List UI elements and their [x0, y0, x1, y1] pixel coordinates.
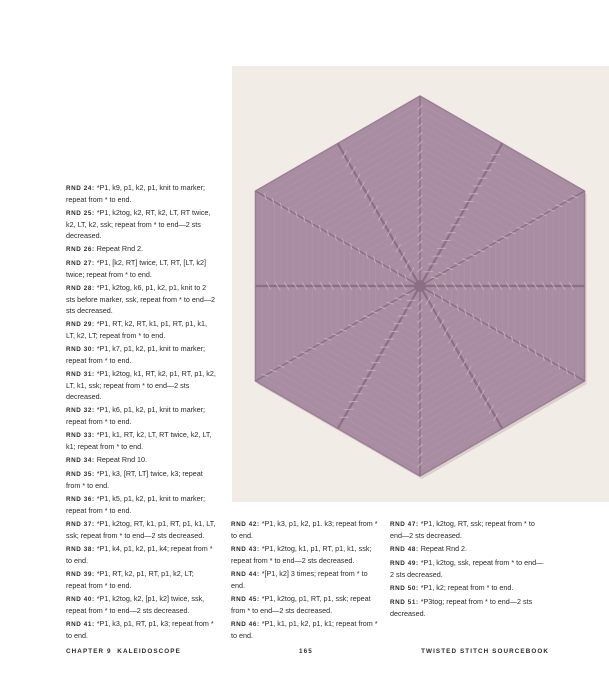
round-text: *P1, k4, p1, k2, p1, k4; repeat from * to end. — [66, 544, 213, 565]
swatch-photo — [232, 66, 609, 502]
round-instruction — [66, 243, 216, 255]
round-label: RND 27: — [66, 260, 95, 267]
footer-chapter — [66, 648, 181, 655]
round-text: *P1, k3, p1, k2, p1. k3; repeat from * to end. — [231, 519, 378, 540]
round-instruction — [66, 468, 216, 491]
round-text: *P3tog; repeat from * to end—2 sts decreased. — [390, 597, 533, 618]
round-label: RND 50: — [390, 585, 419, 592]
round-text: *P1, k2tog, k6, p1, k2, p1, knit to 2 sts before marker, ssk, repeat from * to end—2 sts decreased. — [66, 283, 216, 315]
round-label: RND 43: — [231, 546, 260, 553]
round-instruction — [66, 429, 216, 452]
round-label: RND 39: — [66, 571, 95, 578]
round-label: RND 42: — [231, 521, 260, 528]
round-label: RND 44: — [231, 571, 260, 578]
round-label: RND 36: — [66, 496, 95, 503]
swatch-center — [414, 280, 426, 292]
round-label: RND 29: — [66, 321, 95, 328]
round-instruction — [231, 543, 383, 566]
round-text: *P1, k2; repeat from * to end. — [420, 583, 514, 592]
round-instruction — [390, 582, 546, 594]
instructions-column-left — [66, 182, 216, 643]
book-title: TWISTED STITCH SOURCEBOOK — [421, 648, 549, 655]
round-label: RND 26: — [66, 246, 95, 253]
round-text: *P1, k2tog, RT, k1, p1, RT, p1, k1, LT, ssk; repeat from * to end—2 sts decreased. — [66, 519, 216, 540]
round-label: RND 40: — [66, 596, 95, 603]
round-text: *P1, [k2, RT] twice, LT, RT, [LT, k2] twice; repeat from * to end. — [66, 258, 207, 279]
round-instruction — [390, 596, 546, 619]
round-instruction — [390, 518, 546, 541]
round-text: *P1, RT, k2, RT, k1, p1, RT, p1, k1, LT, k2, LT; repeat from * to end. — [66, 319, 207, 340]
round-instruction — [390, 557, 546, 580]
round-text: *P1, k9, p1, k2, p1, knit to marker; repeat from * to end. — [66, 183, 205, 204]
round-instruction — [390, 543, 546, 555]
round-instruction — [231, 568, 383, 591]
round-label: RND 30: — [66, 346, 95, 353]
round-instruction — [66, 493, 216, 516]
round-label: RND 38: — [66, 546, 95, 553]
round-text: *P1, RT, k2, p1, RT, p1, k2, LT; repeat from * to end. — [66, 569, 194, 590]
round-instruction — [66, 518, 216, 541]
round-label: RND 41: — [66, 621, 95, 628]
round-instruction — [66, 454, 216, 466]
round-instruction — [66, 257, 216, 280]
round-instruction — [66, 343, 216, 366]
round-instruction — [66, 318, 216, 341]
round-text: *P1, k2tog, k2, RT, k2, LT, RT twice, k2, LT, k2, ssk; repeat from * to end—2 sts decreased. — [66, 208, 211, 240]
round-text: *P1, k2tog, ssk, repeat from * to end—2 sts decreased. — [390, 558, 544, 579]
round-label: RND 28: — [66, 285, 95, 292]
round-text: *P1, k1, RT, k2, LT, RT twice, k2, LT, k1; repeat from * to end. — [66, 430, 212, 451]
round-label: RND 46: — [231, 621, 260, 628]
page-number: 165 — [299, 648, 313, 655]
round-instruction — [66, 543, 216, 566]
round-instruction — [231, 593, 383, 616]
round-text: *P1, k2tog, RT, ssk; repeat from * to end—2 sts decreased. — [390, 519, 535, 540]
chapter-title: KALEIDOSCOPE — [117, 648, 181, 655]
round-instruction — [66, 618, 216, 641]
round-text: *P1, k3, [RT, LT] twice, k3; repeat from * to end. — [66, 469, 203, 490]
round-instruction — [66, 282, 216, 316]
round-label: RND 24: — [66, 185, 95, 192]
round-instruction — [66, 207, 216, 241]
instructions-column-middle — [231, 518, 383, 643]
round-text: *P1, k2tog, k2, [p1, k2] twice, ssk, repeat from * to end—2 sts decreased. — [66, 594, 205, 615]
round-label: RND 32: — [66, 407, 95, 414]
round-instruction — [66, 593, 216, 616]
round-text: *P1, k6, p1, k2, p1, knit to marker; repeat from * to end. — [66, 405, 205, 426]
instructions-column-right — [390, 518, 546, 621]
round-text: *P1, k3, p1, RT, p1, k3; repeat from * to end. — [66, 619, 214, 640]
round-instruction — [231, 618, 383, 641]
round-label: RND 33: — [66, 432, 95, 439]
round-text: Repeat Rnd 2. — [420, 544, 468, 553]
round-text: *[P1, k2] 3 times; repeat from * to end. — [231, 569, 368, 590]
round-text: Repeat Rnd 2. — [96, 244, 144, 253]
round-instruction — [66, 182, 216, 205]
round-text: *P1, k2tog, p1, RT, p1, ssk; repeat from * to end—2 sts decreased. — [231, 594, 371, 615]
round-label: RND 35: — [66, 471, 95, 478]
round-text: *P1, k7, p1, k2, p1, knit to marker; repeat from * to end. — [66, 344, 205, 365]
round-text: Repeat Rnd 10. — [96, 455, 148, 464]
round-instruction — [66, 404, 216, 427]
round-instruction — [231, 518, 383, 541]
round-text: *P1, k5, p1, k2, p1, knit to marker; repeat from * to end. — [66, 494, 205, 515]
chapter-number: CHAPTER 9 — [66, 648, 112, 655]
round-instruction — [66, 568, 216, 591]
round-instruction — [66, 368, 216, 402]
round-label: RND 47: — [390, 521, 419, 528]
round-label: RND 49: — [390, 560, 419, 567]
round-text: *P1, k2tog, k1, RT, k2, p1, RT, p1, k2, LT, k1, ssk; repeat from * to end—2 sts decreased. — [66, 369, 216, 401]
round-label: RND 31: — [66, 371, 95, 378]
round-label: RND 37: — [66, 521, 95, 528]
round-label: RND 45: — [231, 596, 260, 603]
round-label: RND 51: — [390, 599, 419, 606]
round-text: *P1, k2tog, k1, p1, RT, p1, k1, ssk; repeat from * to end—2 sts decreased. — [231, 544, 372, 565]
round-label: RND 25: — [66, 210, 95, 217]
round-label: RND 34: — [66, 457, 95, 464]
knitted-hexagon-swatch — [232, 66, 609, 502]
round-label: RND 48: — [390, 546, 419, 553]
round-text: *P1, k1, p1, k2, p1, k1; repeat from * to end. — [231, 619, 378, 640]
